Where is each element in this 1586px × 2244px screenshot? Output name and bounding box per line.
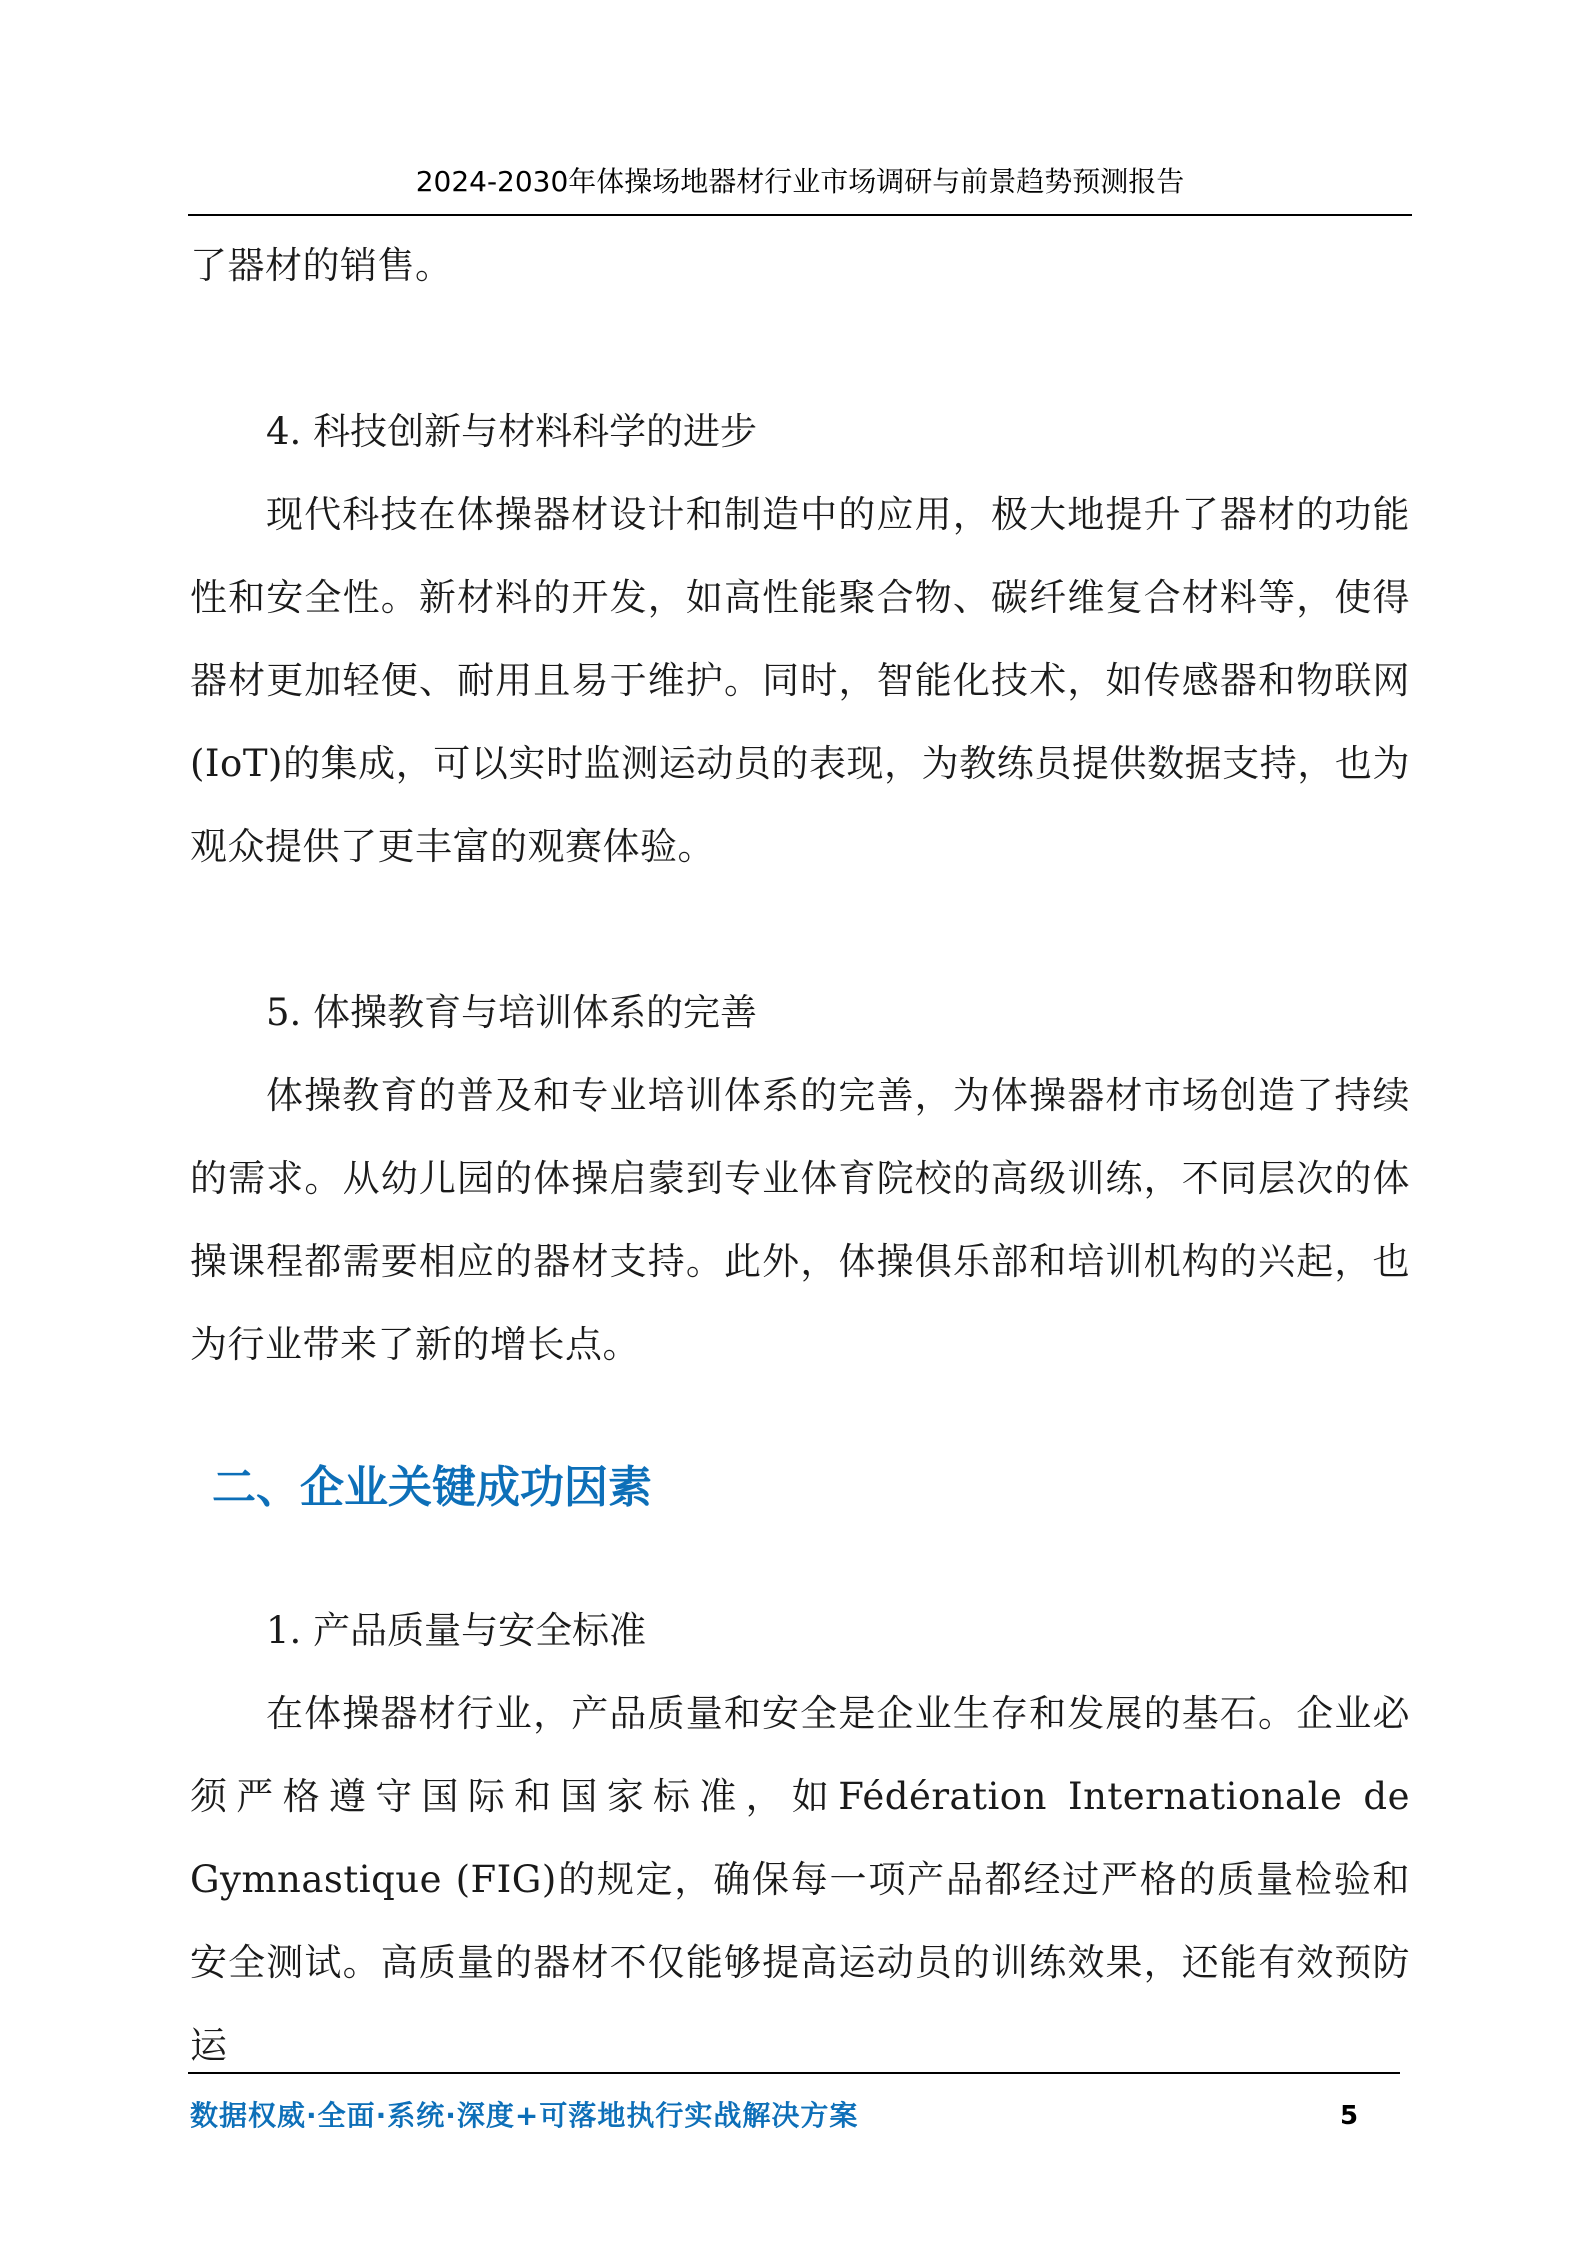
spacer (190, 1529, 1410, 1589)
footer-slogan: 数据权威·全面·系统·深度+可落地执行实战解决方案 (190, 2099, 859, 2132)
paragraph-continuation: 了器材的销售。 (190, 244, 453, 287)
spacer (190, 1386, 1410, 1446)
paragraph-tech-innovation: 现代科技在体操器材设计和制造中的应用，极大地提升了器材的功能性和安全性。新材料的开发，如高性能聚合物、碳纤维复合材料等，使得器材更加轻便、耐用且易于维护。同时，智能化技术，如传感器和物联网(IoT)的集成，可以实时监测运动员的表现，为教练员提供数据支持，也为观众提供了更丰富的观赛体验。 (190, 493, 1410, 868)
page-header (188, 164, 1412, 216)
subheading-quality: 1. 产品质量与安全标准 (266, 1609, 647, 1652)
spacer (190, 307, 1410, 390)
footer-divider (188, 2072, 1400, 2074)
spacer (190, 888, 1410, 971)
document-body (190, 224, 1410, 2087)
page-number: 5 (1340, 2101, 1359, 2131)
subheading-tech-innovation: 4. 科技创新与材料科学的进步 (266, 410, 758, 453)
report-title: 2024-2030年体操场地器材行业市场调研与前景趋势预测报告 (415, 165, 1185, 198)
paragraph-quality: 在体操器材行业，产品质量和安全是企业生存和发展的基石。企业必须严格遵守国际和国家标准，如Fédération Internationale de Gymnastique (FIG)的规定，确保每一项产品都经过严格的质量检验和安全测试。高质量的器材不仅能够提高运动员的训练效果，还能有效预防运 (190, 1692, 1410, 2067)
section-title: 二、企业关键成功因素 (212, 1462, 652, 1513)
subheading-education: 5. 体操教育与培训体系的完善 (266, 991, 758, 1034)
paragraph-education: 体操教育的普及和专业培训体系的完善，为体操器材市场创造了持续的需求。从幼儿园的体操启蒙到专业体育院校的高级训练，不同层次的体操课程都需要相应的器材支持。此外，体操俱乐部和培训机构的兴起，也为行业带来了新的增长点。 (190, 1074, 1410, 1366)
